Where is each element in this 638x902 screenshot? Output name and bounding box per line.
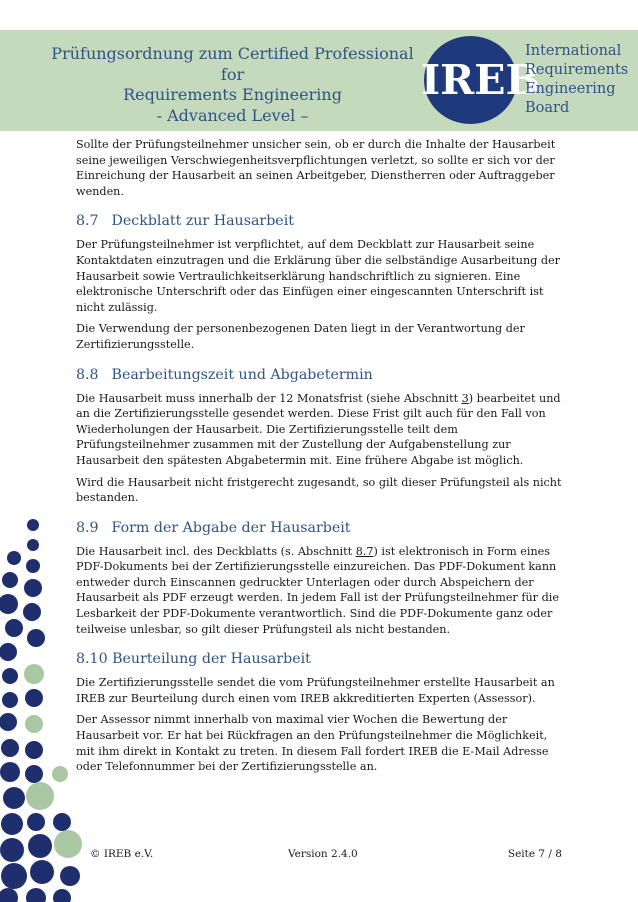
organization-name-line-1: International (525, 43, 622, 59)
decorative-dot (0, 643, 17, 661)
decorative-dot (24, 664, 44, 684)
section-title: Deckblatt zur Hausarbeit (111, 213, 294, 230)
decorative-dot (1, 813, 23, 835)
section-title: Bearbeitungszeit und Abgabetermin (111, 366, 373, 383)
paragraph-text: Die Hausarbeit incl. des Deckblatts (s. Abschnitt (76, 544, 356, 558)
document-title-line-3: - Advanced Level – (156, 105, 309, 125)
decorative-dot (0, 838, 24, 862)
decorative-dot (27, 519, 39, 531)
paragraph-text: ) bearbeitet und an die Zertifizierungsstelle gesendet werden. Diese Frist gilt auch für den Fall von Wiederholungen der Hausarbeit. Die Zertifizierungsstelle teilt dem Prüfungsteilnehmer zusammen mit der Zustellung der Aufgabenstellung zur Hausarbeit den spätesten Abgabetermin mit. Eine frühere Abgabe ist möglich. (76, 391, 561, 467)
organization-name (525, 42, 635, 118)
decorative-dot (0, 762, 20, 782)
decorative-dot (0, 713, 17, 731)
decorative-dot (52, 766, 68, 782)
decorative-dot (27, 629, 45, 647)
section-reference-link[interactable]: 3 (461, 391, 469, 405)
decorative-dot (27, 539, 39, 551)
decorative-dot (25, 741, 43, 759)
decorative-dot (25, 715, 43, 733)
decorative-dot (0, 888, 18, 902)
section-title: Beurteilung der Hausarbeit (112, 651, 311, 668)
paragraph-text: ) ist elektronisch in Form eines PDF-Dokuments bei der Zertifizierungsstelle einzureichen. Das PDF-Dokument kann entweder durch Einscannen gedruckter Unterlagen oder durch Abspeichern der Hausarbeit als PDF erzeugt werden. In jedem Fall ist der Prüfungsteilnehmer für die Lesbarkeit der PDF-Dokumente verantwortlich. Sind die PDF-Dokumente ganz oder teilweise unlesbar, so gilt dieser Prüfungsteil als nicht bestanden. (76, 544, 559, 636)
section-number: 8.9 (76, 519, 99, 536)
decorative-dot (26, 888, 46, 902)
section-8-8-paragraph-1 (76, 391, 562, 469)
decorative-dot (2, 668, 18, 684)
decorative-dot (26, 559, 40, 573)
decorative-dot (53, 813, 71, 831)
section-heading-8-7 (76, 211, 562, 231)
decorative-dot (2, 572, 18, 588)
section-8-10-paragraph-1: Die Zertifizierungsstelle sendet die vom Prüfungsteilnehmer erstellte Hausarbeit an IREB zur Beurteilung durch einen vom IREB akkreditierten Experten (Assessor). (76, 676, 555, 705)
page-header (0, 30, 638, 131)
decorative-dot (25, 765, 43, 783)
document-body (76, 137, 562, 781)
section-number: 8.7 (76, 213, 99, 230)
decorative-dot (1, 863, 27, 889)
organization-name-line-3: Engineering (525, 81, 616, 97)
decorative-dot (26, 782, 54, 810)
document-title-line-2: Requirements Engineering (123, 85, 342, 104)
document-title (40, 44, 425, 126)
section-heading-8-9 (76, 518, 562, 538)
organization-name-line-2: Requirements (525, 62, 629, 78)
page-footer (90, 848, 562, 864)
decorative-dot (60, 866, 80, 886)
section-8-9-paragraph-1 (76, 544, 562, 638)
decorative-dot-pattern (0, 500, 90, 902)
decorative-dot (1, 739, 19, 757)
organization-name-line-4: Board (525, 100, 570, 116)
decorative-dot (25, 689, 43, 707)
footer-copyright: © IREB e.V. (90, 848, 154, 860)
footer-version: Version 2.4.0 (288, 848, 358, 860)
section-reference-link[interactable]: 8.7 (355, 544, 374, 558)
section-number: 8.10 (76, 651, 108, 668)
decorative-dot (0, 594, 18, 614)
decorative-dot (53, 889, 71, 902)
decorative-dot (7, 551, 21, 565)
intro-paragraph: Sollte der Prüfungsteilnehmer unsicher sein, ob er durch die Inhalte der Hausarbeit seine jeweiligen Verschwiegenheitsverpflichtungen verletzt, so sollte er sich vor der Einreichung der Hausarbeit an seinen Arbeitgeber, Dienstherren oder Auftraggeber wenden. (76, 138, 556, 198)
section-heading-8-10 (76, 649, 562, 669)
section-title: Form der Abgabe der Hausarbeit (111, 519, 351, 536)
section-8-10-paragraph-2: Der Assessor nimmt innerhalb von maximal vier Wochen die Bewertung der Hausarbeit vor. Er hat bei Rückfragen an den Prüfungsteilnehmer die Möglichkeit, mit ihm direkt in Kontakt zu treten. In diesem Fall fordert IREB die E-Mail Adresse oder Telefonnummer bei der Zertifizierungsstelle an. (76, 713, 549, 774)
section-8-7-paragraph-1: Der Prüfungsteilnehmer ist verpflichtet, auf dem Deckblatt zur Hausarbeit seine Kontaktdaten einzutragen und die Erklärung über die selbständige Ausarbeitung der Hausarbeit sowie Vertraulichkeitserklärung handschriftlich zu signieren. Eine elektronische Unterschrift oder das Einfügen einer eingescannten Unterschrift ist nicht zulässig. (76, 238, 561, 314)
decorative-dot (27, 813, 45, 831)
decorative-dot (54, 830, 82, 858)
decorative-dot (2, 692, 18, 708)
decorative-dot (5, 619, 23, 637)
decorative-dot (3, 787, 25, 809)
section-8-8-paragraph-2: Wird die Hausarbeit nicht fristgerecht zugesandt, so gilt dieser Prüfungsteil als nicht bestanden. (76, 475, 562, 505)
document-title-line-1: Prüfungsordnung zum Certified Professional for (51, 44, 414, 84)
section-8-7-paragraph-2: Die Verwendung der personenbezogenen Daten liegt in der Verantwortung der Zertifizierungsstelle. (76, 322, 525, 351)
section-number: 8.8 (76, 366, 99, 383)
decorative-dot (30, 860, 54, 884)
decorative-dot (24, 579, 42, 597)
decorative-dot (28, 834, 52, 858)
decorative-dot (23, 603, 41, 621)
paragraph-text: Die Hausarbeit muss innerhalb der 12 Monatsfrist (siehe Abschnitt (76, 391, 462, 405)
ireb-logo-text: IREB (421, 56, 541, 104)
footer-page-number: Seite 7 / 8 (507, 848, 562, 860)
section-heading-8-8 (76, 365, 562, 385)
